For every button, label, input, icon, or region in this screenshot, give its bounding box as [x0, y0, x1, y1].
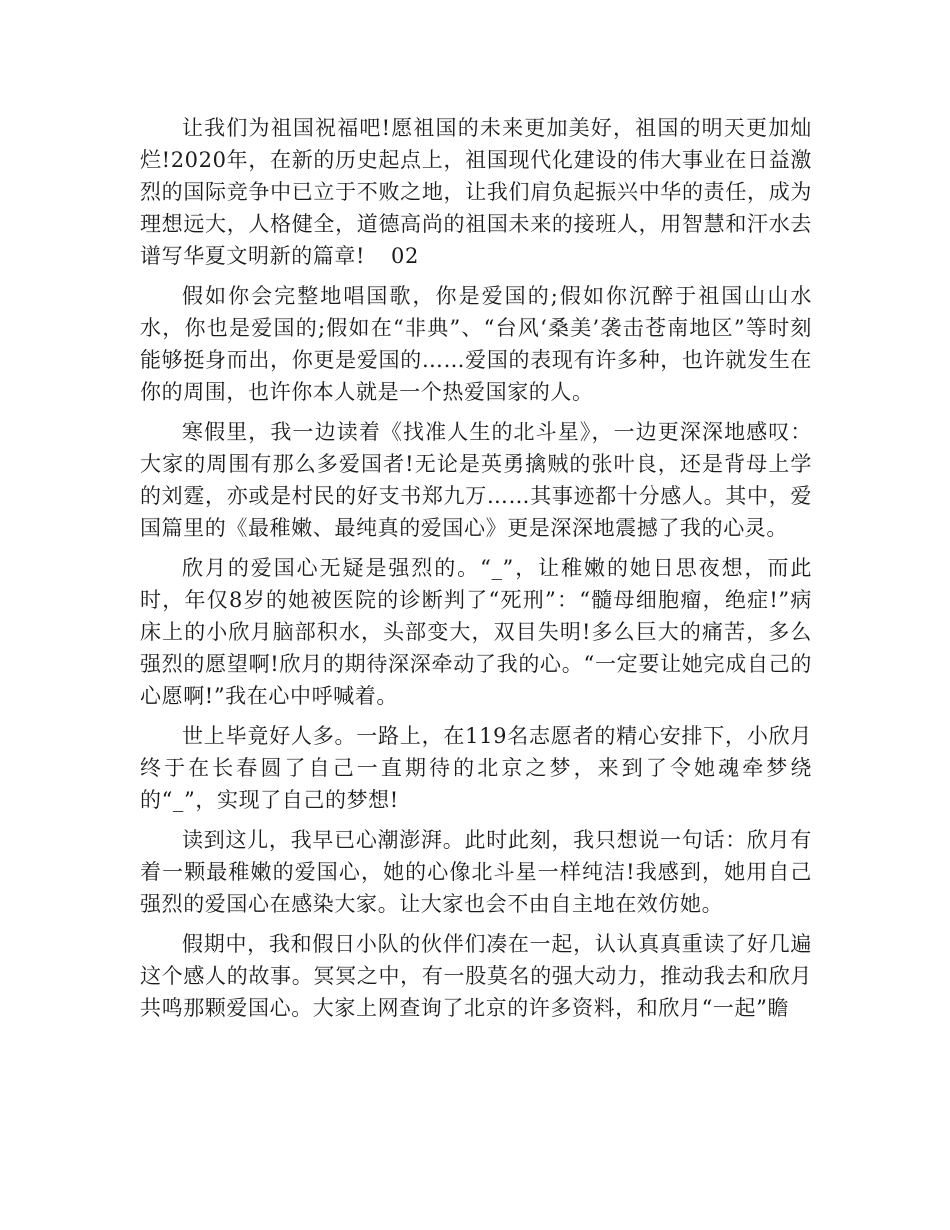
paragraph-3: 寒假里，我一边读着《找准人生的北斗星》，一边更深深地感叹：大家的周围有那么多爱国者!无论是英勇擒贼的张叶良，还是背母上学的刘霆，亦或是村民的好支书郑九万……其事迹都十分感人。其中，爱国篇里的《最稚嫩、最纯真的爱国心》更是深深地震撼了我的心灵。	[140, 420, 812, 540]
paragraph-1	[140, 112, 812, 272]
paragraph-1-text: 让我们为祖国祝福吧!愿祖国的未来更加美好，祖国的明天更加灿烂!2020年，在新的历史起点上，祖国现代化建设的伟大事业在日益激烈的国际竞争中已立于不败之地，让我们肩负起振兴中华的责任，成为理想远大，人格健全，道德高尚的祖国未来的接班人，用智慧和汗水去谱写华夏文明新的篇章!	[140, 116, 812, 268]
paragraph-6: 读到这儿，我早已心潮澎湃。此时此刻，我只想说一句话：欣月有着一颗最稚嫩的爱国心，她的心像北斗星一样纯洁!我感到，她用自己强烈的爱国心在感染大家。让大家也会不由自主地在效仿她。	[140, 828, 812, 916]
paragraph-7: 假期中，我和假日小队的伙伴们凑在一起，认认真真重读了好几遍这个感人的故事。冥冥之中，有一股莫名的强大动力，推动我去和欣月共鸣那颗爱国心。大家上网查询了北京的许多资料，和欣月“一起”瞻	[140, 932, 812, 1020]
section-marker: 02	[391, 244, 419, 268]
paragraph-5: 世上毕竟好人多。一路上，在119名志愿者的精心安排下，小欣月终于在长春圆了自己一直期待的北京之梦，来到了令她魂牵梦绕的“_”，实现了自己的梦想!	[140, 724, 812, 812]
paragraph-4: 欣月的爱国心无疑是强烈的。“_”，让稚嫩的她日思夜想，而此时，年仅8岁的她被医院的诊断判了“死刑”：“髓母细胞瘤，绝症!”病床上的小欣月脑部积水，头部变大，双目失明!多么巨大的痛苦，多么强烈的愿望啊!欣月的期待深深牵动了我的心。“一定要让她完成自己的心愿啊!”我在心中呼喊着。	[140, 556, 812, 708]
document-body	[140, 112, 812, 1024]
paragraph-2: 假如你会完整地唱国歌，你是爱国的;假如你沉醉于祖国山山水水，你也是爱国的;假如在“非典”、“台风‘桑美’袭击苍南地区”等时刻能够挺身而出，你更是爱国的……爱国的表现有许多种，也许就发生在你的周围，也许你本人就是一个热爱国家的人。	[140, 284, 812, 404]
